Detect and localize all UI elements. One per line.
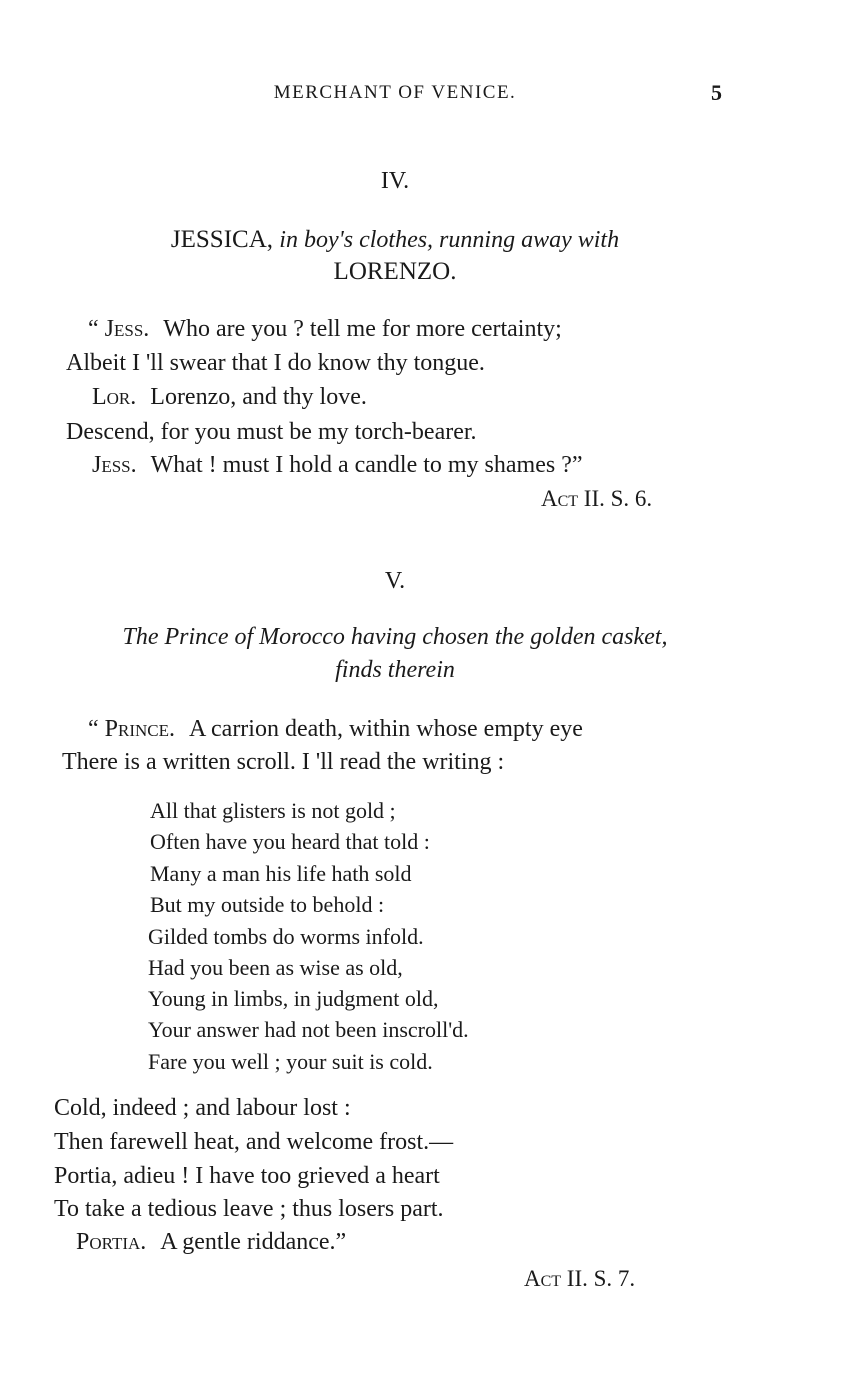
section-v-caption: The Prince of Morocco having chosen the golden casket,	[122, 624, 668, 650]
verse-text: To take a tedious leave ; thus losers part.	[54, 1196, 444, 1222]
verse-text: Albeit I 'll swear that I do know thy tongue.	[66, 350, 485, 376]
verse-line	[66, 350, 485, 377]
act-reference: Act II. S. 7.	[524, 1266, 636, 1291]
scroll-line: Many a man his life hath sold	[150, 861, 412, 886]
verse-line	[88, 316, 562, 343]
scroll-line: But my outside to behold :	[150, 892, 385, 917]
speaker: “ Jess.	[88, 316, 150, 342]
verse-line	[54, 1196, 444, 1223]
running-title: MERCHANT OF VENICE.	[273, 82, 517, 103]
speaker: Portia.	[76, 1229, 147, 1255]
caption-name: JESSICA,	[170, 226, 274, 253]
section-numeral-v: V.	[384, 568, 406, 594]
verse-line	[54, 1095, 351, 1122]
scroll-line: Had you been as wise as old,	[148, 955, 403, 980]
scroll-line: Gilded tombs do worms infold.	[148, 924, 424, 949]
verse-line	[54, 1129, 453, 1156]
verse-line	[92, 452, 583, 479]
verse-line	[76, 1229, 346, 1256]
verse-line	[66, 419, 477, 446]
verse-text: A gentle riddance.”	[160, 1229, 347, 1255]
verse-line	[62, 749, 504, 776]
scroll-line: Often have you heard that told :	[150, 829, 430, 854]
verse-line	[54, 1163, 440, 1190]
verse-text: There is a written scroll. I 'll read the writing :	[62, 749, 505, 775]
act-reference: Act II. S. 6.	[541, 486, 653, 511]
caption-lorenzo: LORENZO.	[333, 258, 457, 285]
section-v-caption-line2: finds therein	[335, 657, 455, 683]
verse-text: Descend, for you must be my torch-bearer.	[66, 419, 477, 445]
speaker: Lor.	[92, 384, 137, 410]
verse-text: A carrion death, within whose empty eye	[189, 716, 583, 742]
scroll-line: All that glisters is not gold ;	[150, 798, 396, 823]
scroll-line: Your answer had not been inscroll'd.	[148, 1017, 469, 1042]
verse-text: Lorenzo, and thy love.	[150, 384, 367, 410]
page-number: 5	[711, 80, 722, 105]
verse-text: Cold, indeed ; and labour lost :	[54, 1095, 351, 1121]
verse-text: Portia, adieu ! I have too grieved a heart	[54, 1163, 440, 1189]
scroll-line: Fare you well ; your suit is cold.	[148, 1049, 433, 1074]
speaker: “ Prince.	[88, 716, 175, 742]
verse-line	[88, 716, 583, 743]
speaker: Jess.	[92, 452, 137, 478]
verse-text: Then farewell heat, and welcome frost.—	[54, 1129, 454, 1155]
scroll-line: Young in limbs, in judgment old,	[148, 986, 439, 1011]
verse-text: Who are you ? tell me for more certainty;	[163, 316, 562, 342]
section-iv-caption	[0, 226, 790, 254]
verse-line	[92, 384, 367, 411]
verse-text: What ! must I hold a candle to my shames ?”	[150, 452, 583, 478]
section-numeral-iv: IV.	[380, 168, 410, 194]
caption-description: in boy's clothes, running away with	[279, 227, 620, 253]
